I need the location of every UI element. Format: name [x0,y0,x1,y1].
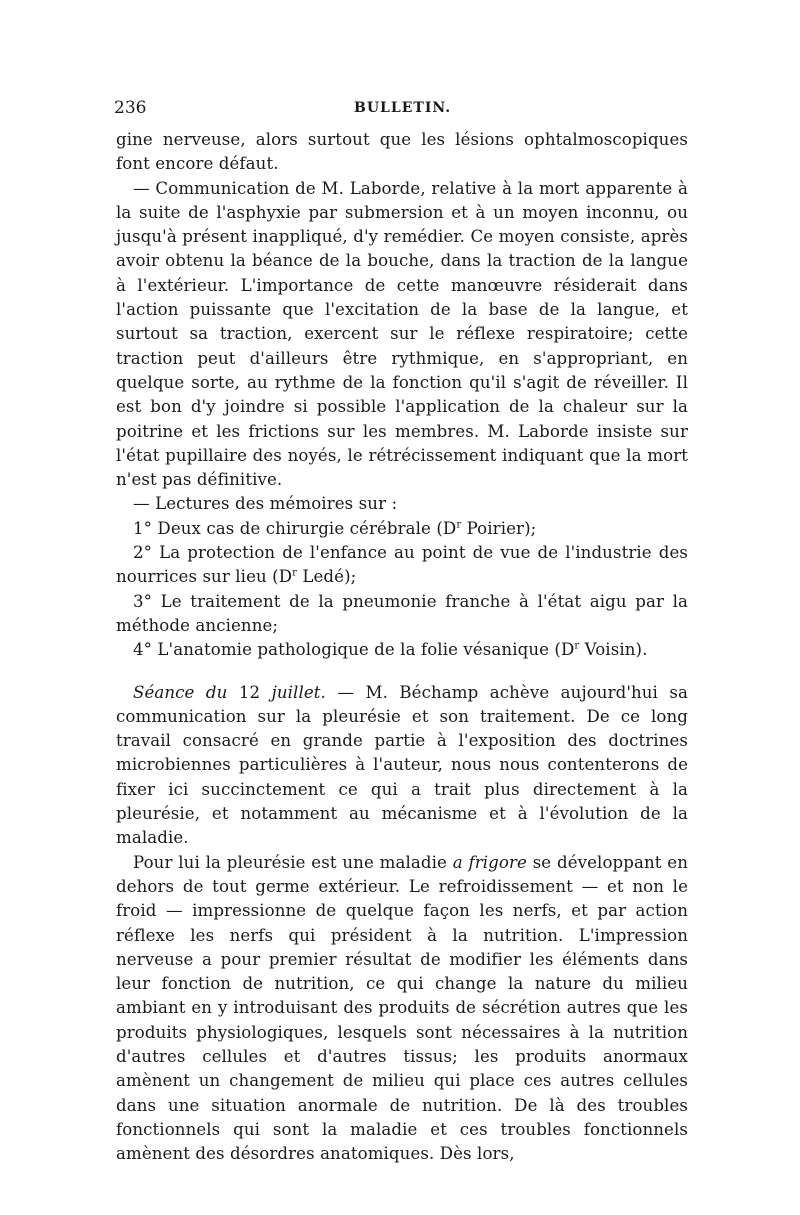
list-item-2: 2° La protection de l'enfance au point de vue de l'industrie des nourrices sur lieu ($D^r$ Ledé); [116,543,688,587]
list-item-3: 3° Le traitement de la pneumonie franche à l'état aigu par la méthode ancienne; [116,591,688,635]
page-number: 236 [114,98,147,118]
session-heading: Séance du 12 juillet. [133,682,326,702]
paragraph-pleuresie: Pour lui la pleurésie est une maladie a frigore se développant en dehors de tout germe extérieur. Le refroidissement — et non le froid — impressionne de quelque façon les nerfs, et par action réflexe les nerfs qui président à la nutrition. L'impression nerveuse a pour premier résultat de modifier les éléments dans leur fonction de nutrition, ce qui change la nature du milieu ambiant en y introduisant des produits de sécrétion autres que les produits physiologiques, lesquels sont nécessaires à la nutrition d'autres cellules et d'autres tissus; les produits anormaux amènent un changement de milieu qui place ces autres cellules dans une situation anormale de nutrition. De là des troubles fonctionnels qui sont la maladie et ces troubles fonctionnels amènent des désordres anatomiques. Dès lors, [116,852,688,1164]
paragraph-laborde-communication: — Communication de M. Laborde, relative à la mort apparente à la suite de l'asphyxie par submersion et à un moyen inconnu, ou jusqu'à présent inappliqué, d'y remédier. Ce moyen consiste, après avoir obtenu la béance de la bouche, dans la traction de la langue à l'extérieur. L'importance de cette manœuvre résiderait dans l'action puissante que l'excitation de la base de la langue, et surtout sa traction, exercent sur le réflexe respiratoire; cette traction peut d'ailleurs être rythmique, en s'appropriant, en quelque sorte, au rythme de la fonction qu'il s'agit de réveiller. Il est bon d'y joindre si possible l'application de la chaleur sur la poitrine et les frictions sur les membres. M. Laborde insiste sur l'état pupillaire des noyés, le rétrécissement indiquant que la mort n'est pas définitive. [116,178,688,490]
paragraph-lectures-intro: — Lectures des mémoires sur : [133,494,398,514]
paragraph-continuation: gine nerveuse, alors surtout que les lésions ophtalmoscopiques font encore défaut. [116,130,688,174]
body-text [116,128,688,1166]
list-item-1: 1° Deux cas de chirurgie cérébrale ($D^r$ Poirier); [133,518,537,538]
italic-a-frigore: a frigore [452,852,527,872]
header-title: BULLETIN. [354,100,452,116]
list-item-4: 4° L'anatomie pathologique de la folie vésanique ($D^r$ Voisin). [133,640,648,660]
running-head [116,98,688,128]
paragraph-seance-12-juillet: Séance du 12 juillet. — M. Béchamp achève aujourd'hui sa communication sur la pleurésie et son traitement. De ce long travail consacré en grande partie à l'exposition des doctrines microbiennes particulières à l'auteur, nous nous contenterons de fixer ici succinctement ce qui a trait plus directement à la pleurésie, et notamment au mécanisme et à l'évolution de la maladie. [116,682,688,848]
section-gap [116,663,688,681]
document-page [116,98,688,1166]
